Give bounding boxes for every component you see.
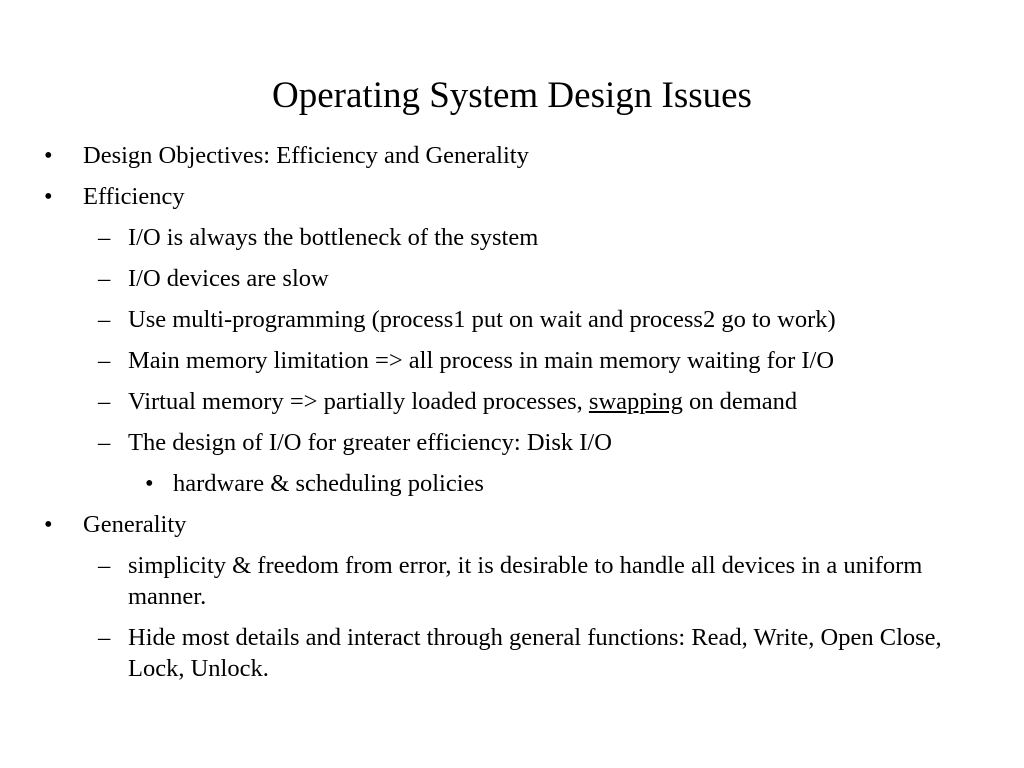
dash-marker: – bbox=[98, 429, 111, 456]
subitem-text: Use multi-programming (process1 put on wait and process2 go to work) bbox=[128, 306, 836, 333]
subitem-text: simplicity & freedom from error, it is desirable to handle all devices in a uniform manner. bbox=[128, 552, 923, 610]
subitem-virtual-memory bbox=[0, 386, 968, 417]
dash-marker: – bbox=[98, 265, 111, 292]
dash-marker: – bbox=[98, 347, 111, 374]
subitem-text-after: on demand bbox=[682, 388, 798, 415]
bullet-marker: • bbox=[145, 470, 154, 497]
subsubitem-text: hardware & scheduling policies bbox=[173, 470, 484, 497]
bullet-generality bbox=[0, 509, 953, 540]
dash-marker: – bbox=[98, 388, 111, 415]
slide-content bbox=[0, 140, 1024, 694]
subitem-io-slow bbox=[0, 263, 968, 294]
bullet-design-objectives bbox=[0, 140, 953, 171]
dash-marker: – bbox=[98, 552, 111, 579]
dash-marker: – bbox=[98, 624, 111, 651]
bullet-marker: • bbox=[44, 511, 53, 538]
swapping-link[interactable]: swapping bbox=[588, 388, 683, 415]
dash-marker: – bbox=[98, 224, 111, 251]
subitem-multiprogramming bbox=[0, 304, 968, 335]
subitem-main-memory bbox=[0, 345, 968, 376]
subitem-text: I/O is always the bottleneck of the system bbox=[128, 224, 539, 251]
dash-marker: – bbox=[98, 306, 111, 333]
subitem-text: The design of I/O for greater efficiency: Disk I/O bbox=[128, 429, 612, 456]
subitem-text: Main memory limitation => all process in main memory waiting for I/O bbox=[128, 347, 835, 374]
subitem-io-design bbox=[0, 427, 968, 458]
bullet-marker: • bbox=[44, 142, 53, 169]
bullet-efficiency bbox=[0, 181, 953, 212]
subitem-text: I/O devices are slow bbox=[128, 265, 329, 292]
subitem-simplicity bbox=[0, 550, 968, 612]
bullet-text: Design Objectives: Efficiency and Generality bbox=[83, 142, 529, 169]
bullet-text: Efficiency bbox=[83, 183, 185, 210]
subitem-hide-details bbox=[0, 622, 968, 684]
bullet-text: Generality bbox=[83, 511, 187, 538]
subitem-text-before: Virtual memory => partially loaded processes, bbox=[128, 388, 589, 415]
subsubitem-hardware bbox=[0, 468, 973, 499]
slide-title: Operating System Design Issues bbox=[272, 75, 752, 116]
bullet-marker: • bbox=[44, 183, 53, 210]
subitem-text: Hide most details and interact through general functions: Read, Write, Open Close, Lock, Unlock. bbox=[128, 624, 942, 682]
subitem-io-bottleneck bbox=[0, 222, 968, 253]
